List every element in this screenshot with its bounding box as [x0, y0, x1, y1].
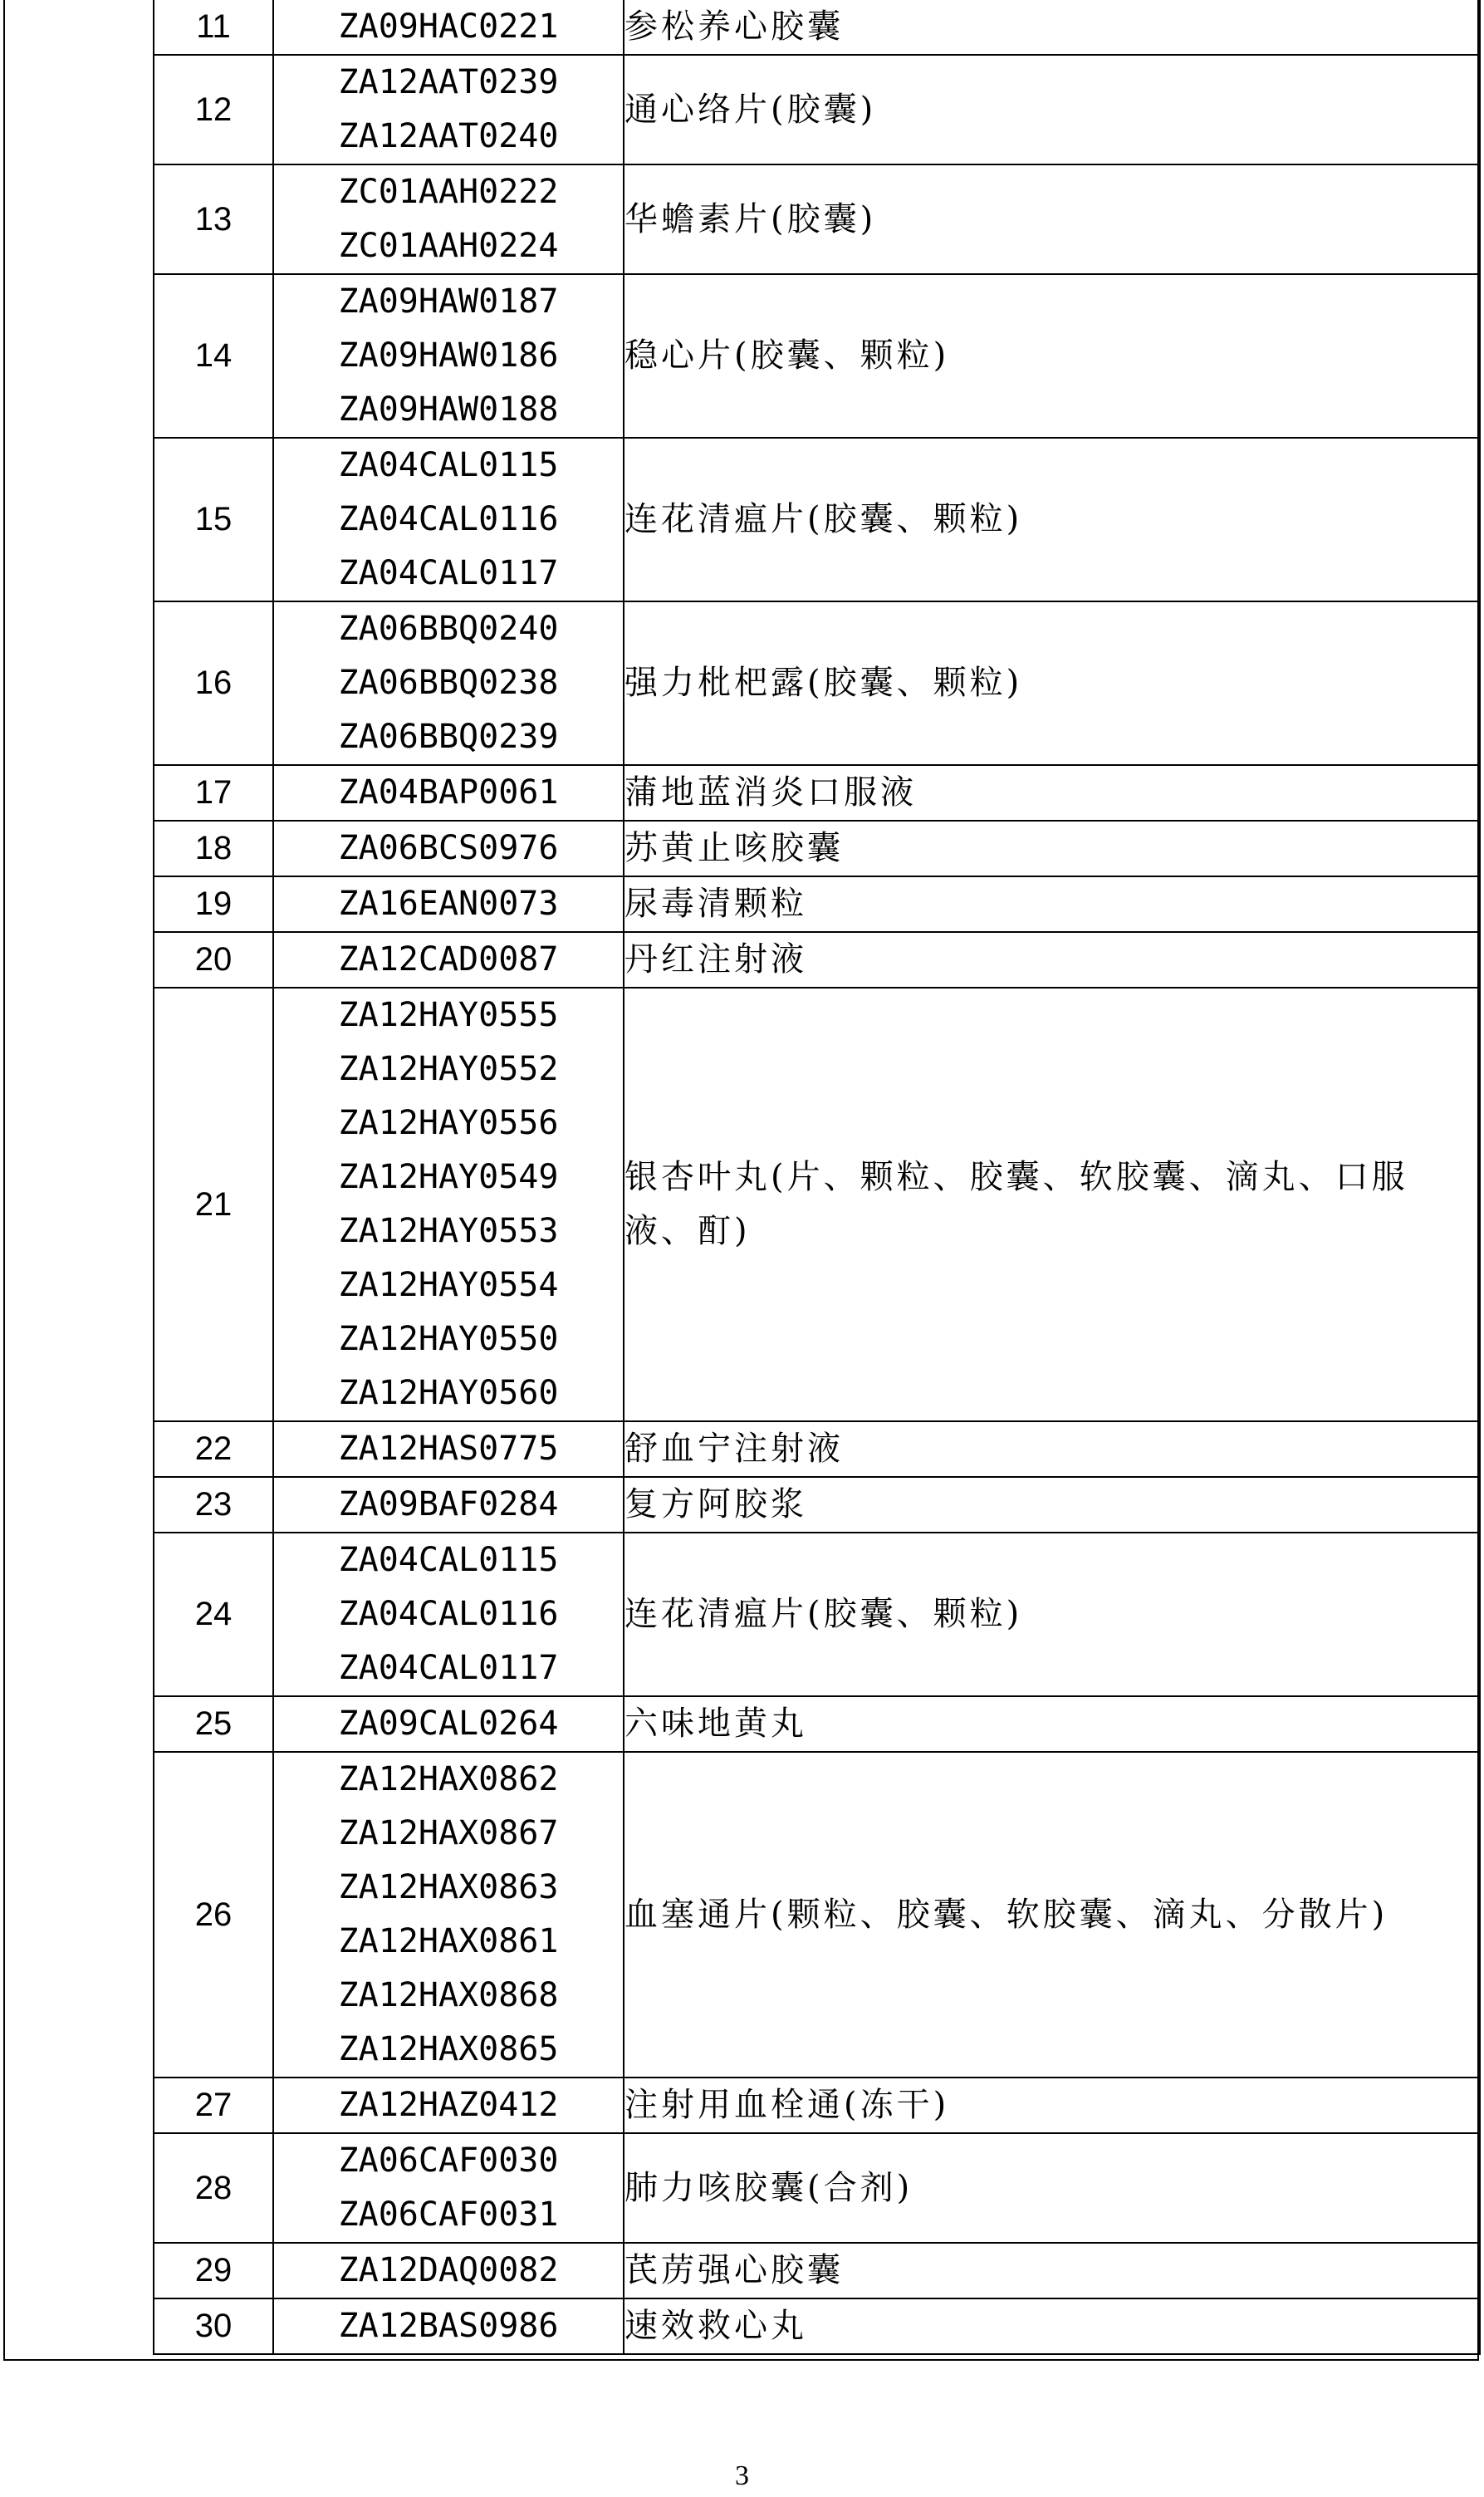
medical-insurance-code: ZA04CAL0117 [338, 554, 559, 592]
drug-name: 注射用血栓通(冻干) [624, 2078, 1480, 2133]
drug-name: 肺力咳胶囊(合剂) [624, 2133, 1480, 2243]
table-row [154, 1533, 1480, 1696]
table-row [154, 2298, 1480, 2354]
row-number: 23 [154, 1477, 273, 1533]
row-number: 12 [154, 55, 273, 164]
medical-insurance-code: ZA04CAL0116 [338, 500, 559, 538]
code-cell [273, 765, 624, 821]
row-number: 26 [154, 1752, 273, 2078]
medical-insurance-code: ZA12HAX0868 [338, 1976, 559, 2014]
drug-name: 蒲地蓝消炎口服液 [624, 765, 1480, 821]
drug-name: 舒血宁注射液 [624, 1421, 1480, 1477]
table-row [154, 1477, 1480, 1533]
code-cell [273, 1696, 624, 1752]
drug-name: 血塞通片(颗粒、胶囊、软胶囊、滴丸、分散片) [624, 1752, 1480, 2078]
row-number: 17 [154, 765, 273, 821]
table-row [154, 821, 1480, 876]
table-row [154, 1752, 1480, 2078]
row-number: 15 [154, 438, 273, 601]
code-cell [273, 55, 624, 164]
medical-insurance-code: ZA06BBQ0238 [338, 664, 559, 702]
row-number: 29 [154, 2243, 273, 2298]
row-number: 14 [154, 274, 273, 438]
medical-insurance-code: ZA12HAY0555 [338, 996, 559, 1034]
row-number: 20 [154, 932, 273, 988]
code-cell [273, 2078, 624, 2133]
code-cell [273, 274, 624, 438]
code-cell [273, 821, 624, 876]
medical-insurance-code: ZA12DAQ0082 [338, 2251, 559, 2289]
medical-insurance-code: ZA04CAL0117 [338, 1649, 559, 1687]
row-number: 11 [154, 0, 273, 55]
drug-name: 银杏叶丸(片、颗粒、胶囊、软胶囊、滴丸、口服液、酊) [624, 988, 1480, 1421]
drug-name: 复方阿胶浆 [624, 1477, 1480, 1533]
medical-insurance-code: ZA09HAW0186 [338, 336, 559, 375]
medical-insurance-code: ZA12HAZ0412 [338, 2086, 559, 2124]
code-cell [273, 988, 624, 1421]
drug-name: 芪苈强心胶囊 [624, 2243, 1480, 2298]
table-row [154, 1421, 1480, 1477]
medical-insurance-code: ZA12HAY0549 [338, 1158, 559, 1196]
row-number: 22 [154, 1421, 273, 1477]
medical-insurance-code: ZA12HAY0554 [338, 1266, 559, 1304]
medical-insurance-code: ZA12HAY0553 [338, 1212, 559, 1250]
code-cell [273, 2133, 624, 2243]
medical-insurance-code: ZA12HAX0863 [338, 1868, 559, 1906]
medical-insurance-code: ZA09HAC0221 [338, 7, 559, 46]
code-cell [273, 601, 624, 765]
table-row [154, 164, 1480, 274]
code-cell [273, 1421, 624, 1477]
medical-insurance-code: ZA04CAL0115 [338, 1541, 559, 1579]
medical-insurance-code: ZA09HAW0188 [338, 390, 559, 429]
code-cell [273, 1533, 624, 1696]
row-number: 28 [154, 2133, 273, 2243]
table-row [154, 274, 1480, 438]
medical-insurance-code: ZC01AAH0222 [338, 173, 559, 211]
medical-insurance-code: ZA12HAY0560 [338, 1374, 559, 1412]
medical-insurance-code: ZA12AAT0240 [338, 117, 559, 155]
medical-insurance-code: ZA06CAF0030 [338, 2141, 559, 2180]
table-row [154, 2133, 1480, 2243]
table-row [154, 0, 1480, 55]
table-row [154, 2078, 1480, 2133]
medical-insurance-code: ZA04CAL0115 [338, 446, 559, 484]
medical-insurance-code: ZA12HAX0862 [338, 1760, 559, 1798]
table-row [154, 988, 1480, 1421]
row-number: 30 [154, 2298, 273, 2354]
drug-name: 六味地黄丸 [624, 1696, 1480, 1752]
code-cell [273, 2298, 624, 2354]
code-cell [273, 1477, 624, 1533]
table-row [154, 765, 1480, 821]
medical-insurance-code: ZA12AAT0239 [338, 63, 559, 101]
drug-name: 速效救心丸 [624, 2298, 1480, 2354]
table-row [154, 1696, 1480, 1752]
medical-insurance-code: ZA09CAL0264 [338, 1705, 559, 1743]
medical-insurance-code: ZA12HAX0861 [338, 1922, 559, 1960]
table-row [154, 932, 1480, 988]
drug-name: 丹红注射液 [624, 932, 1480, 988]
medical-insurance-code: ZA12HAX0867 [338, 1814, 559, 1852]
medical-insurance-code: ZA12HAY0556 [338, 1104, 559, 1142]
code-cell [273, 1752, 624, 2078]
medical-insurance-code: ZC01AAH0224 [338, 227, 559, 265]
medical-insurance-code: ZA12HAY0550 [338, 1320, 559, 1358]
medical-insurance-code: ZA04BAP0061 [338, 773, 559, 812]
code-cell [273, 438, 624, 601]
medical-insurance-code: ZA16EAN0073 [338, 885, 559, 923]
medical-insurance-code: ZA06BBQ0239 [338, 718, 559, 756]
medical-insurance-code: ZA06BCS0976 [338, 829, 559, 867]
row-number: 25 [154, 1696, 273, 1752]
table-row [154, 876, 1480, 932]
drug-name: 稳心片(胶囊、颗粒) [624, 274, 1480, 438]
medical-insurance-code: ZA09HAW0187 [338, 282, 559, 321]
code-cell [273, 164, 624, 274]
medical-insurance-code: ZA06CAF0031 [338, 2195, 559, 2234]
medical-insurance-code: ZA06BBQ0240 [338, 610, 559, 648]
medical-insurance-code: ZA12BAS0986 [338, 2307, 559, 2345]
row-number: 24 [154, 1533, 273, 1696]
drug-name: 通心络片(胶囊) [624, 55, 1480, 164]
table-row [154, 55, 1480, 164]
page-number: 3 [735, 2460, 749, 2491]
table-row [154, 2243, 1480, 2298]
table-body [154, 0, 1480, 2354]
drug-name: 苏黄止咳胶囊 [624, 821, 1480, 876]
drug-name: 连花清瘟片(胶囊、颗粒) [624, 438, 1480, 601]
row-number: 18 [154, 821, 273, 876]
medical-insurance-code: ZA09BAF0284 [338, 1485, 559, 1523]
table-row [154, 601, 1480, 765]
medical-insurance-code: ZA12HAY0552 [338, 1050, 559, 1088]
medical-insurance-code: ZA12HAS0775 [338, 1430, 559, 1468]
drug-catalog-table [153, 0, 1481, 2355]
drug-name: 尿毒清颗粒 [624, 876, 1480, 932]
drug-name: 连花清瘟片(胶囊、颗粒) [624, 1533, 1480, 1696]
medical-insurance-code: ZA12HAX0865 [338, 2030, 559, 2068]
table-row [154, 438, 1480, 601]
code-cell [273, 876, 624, 932]
medical-insurance-code: ZA12CAD0087 [338, 940, 559, 979]
row-number: 13 [154, 164, 273, 274]
row-number: 21 [154, 988, 273, 1421]
drug-name: 华蟾素片(胶囊) [624, 164, 1480, 274]
drug-name: 参松养心胶囊 [624, 0, 1480, 55]
medical-insurance-code: ZA04CAL0116 [338, 1595, 559, 1633]
code-cell [273, 932, 624, 988]
code-cell [273, 0, 624, 55]
row-number: 19 [154, 876, 273, 932]
code-cell [273, 2243, 624, 2298]
row-number: 27 [154, 2078, 273, 2133]
row-number: 16 [154, 601, 273, 765]
drug-name: 强力枇杷露(胶囊、颗粒) [624, 601, 1480, 765]
